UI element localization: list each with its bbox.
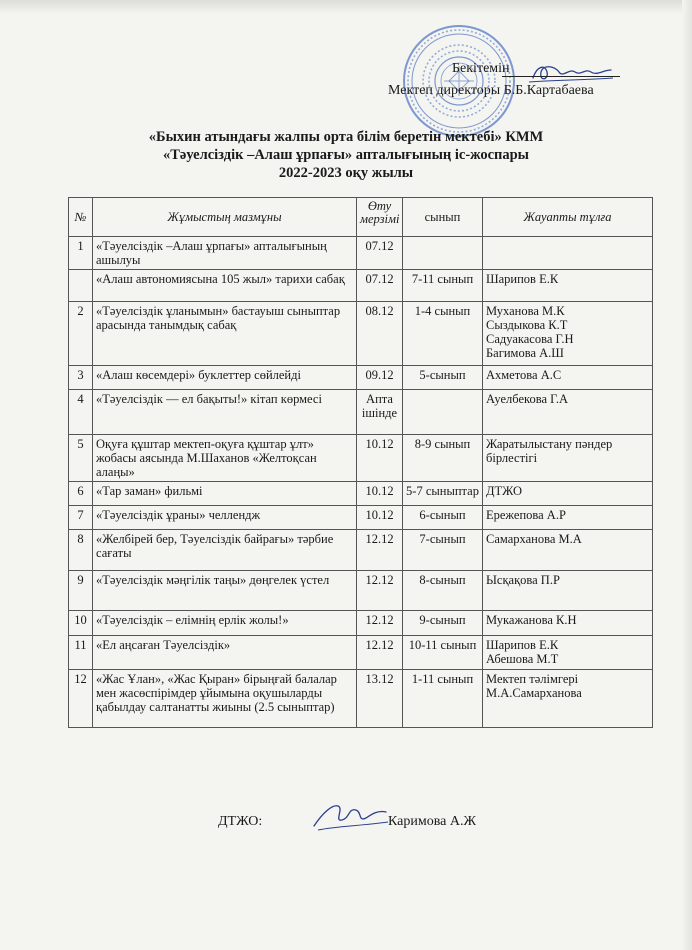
footer-label: ДТЖО: xyxy=(218,814,263,829)
row-responsible: Мукажанова К.Н xyxy=(483,611,653,636)
row-content: «Алаш автономиясына 105 жыл» тарихи сабақ xyxy=(93,270,357,302)
row-content: «Тәуелсіздік –Алаш ұрпағы» апталығының ашылуы xyxy=(93,237,357,270)
footer-name: Каримова А.Ж xyxy=(388,814,477,829)
row-date: 12.12 xyxy=(357,530,403,571)
row-content: «Жас Ұлан», «Жас Қыран» бірыңғай балалар мен жасөспірімдер ұйымына оқушыларды қабылдау салтанатты жиыны (2.5 сыныптар) xyxy=(93,670,357,728)
row-date: Апта ішінде xyxy=(357,390,403,435)
table-row xyxy=(69,435,653,482)
row-date: 12.12 xyxy=(357,571,403,611)
row-class: 7-сынып xyxy=(403,530,483,571)
row-responsible: Шарипов Е.К Абешова М.Т xyxy=(483,636,653,670)
row-class: 1-11 сынып xyxy=(403,670,483,728)
row-date: 10.12 xyxy=(357,435,403,482)
row-num: 7 xyxy=(69,506,93,530)
title-year: 2022-2023 оқу жылы xyxy=(278,165,414,181)
row-num: 4 xyxy=(69,390,93,435)
row-date: 08.12 xyxy=(357,302,403,366)
row-num: 1 xyxy=(69,237,93,270)
row-content: «Тәуелсіздік ұраны» челлендж xyxy=(93,506,357,530)
director-line: Мектеп директоры Б.Б.Картабаева xyxy=(388,83,594,98)
row-content: «Ел аңсаған Тәуелсіздік» xyxy=(93,636,357,670)
row-date: 12.12 xyxy=(357,611,403,636)
row-num xyxy=(69,270,93,302)
row-responsible: Ахметова А.С xyxy=(483,366,653,390)
plan-table xyxy=(68,197,653,728)
row-date: 07.12 xyxy=(357,270,403,302)
row-date: 09.12 xyxy=(357,366,403,390)
row-num: 11 xyxy=(69,636,93,670)
row-class: 7-11 сынып xyxy=(403,270,483,302)
row-class: 1-4 сынып xyxy=(403,302,483,366)
row-class: 9-сынып xyxy=(403,611,483,636)
row-class: 6-сынып xyxy=(403,506,483,530)
table-row xyxy=(69,670,653,728)
row-responsible: Ережепова А.Р xyxy=(483,506,653,530)
table-row xyxy=(69,506,653,530)
table-row xyxy=(69,571,653,611)
row-num: 10 xyxy=(69,611,93,636)
table-row xyxy=(69,237,653,270)
row-num: 6 xyxy=(69,482,93,506)
row-class: 5-7 сыныптар xyxy=(403,482,483,506)
row-content: «Тәуелсіздік ұланымын» бастауыш сыныптар арасында танымдық сабақ xyxy=(93,302,357,366)
row-num: 8 xyxy=(69,530,93,571)
row-date: 13.12 xyxy=(357,670,403,728)
table-row xyxy=(69,482,653,506)
header-content: Жұмыстың мазмұны xyxy=(93,198,357,237)
row-class: 10-11 сынып xyxy=(403,636,483,670)
title-plan: «Тәуелсіздік –Алаш ұрпағы» апталығының іс-жоспары xyxy=(162,147,529,163)
table-row xyxy=(69,366,653,390)
row-responsible xyxy=(483,237,653,270)
row-content: Оқуға құштар мектеп-оқуға құштар ұлт» жобасы аясында М.Шаханов «Желтоқсан алаңы» xyxy=(93,435,357,482)
row-class xyxy=(403,390,483,435)
row-responsible: Жаратылыстану пәндер бірлестігі xyxy=(483,435,653,482)
table-row xyxy=(69,302,653,366)
row-content: «Тар заман» фильмі xyxy=(93,482,357,506)
table-row xyxy=(69,530,653,571)
row-class: 8-9 сынып xyxy=(403,435,483,482)
row-content: «Тәуелсіздік мәңгілік таңы» дөңгелек үстел xyxy=(93,571,357,611)
row-content: «Алаш көсемдері» буклеттер сөйлейді xyxy=(93,366,357,390)
header-num: № xyxy=(69,198,93,237)
row-content: «Тәуелсіздік – елімнің ерлік жолы!» xyxy=(93,611,357,636)
row-responsible: Шарипов Е.К xyxy=(483,270,653,302)
row-class: 5-сынып xyxy=(403,366,483,390)
table-header-row xyxy=(69,198,653,237)
header-class: сынып xyxy=(403,198,483,237)
table-row xyxy=(69,270,653,302)
row-num: 2 xyxy=(69,302,93,366)
table-row xyxy=(69,390,653,435)
official-stamp-icon xyxy=(400,22,518,140)
table-row xyxy=(69,636,653,670)
row-num: 12 xyxy=(69,670,93,728)
row-content: «Тәуелсіздік — ел бақыты!» кітап көрмесі xyxy=(93,390,357,435)
row-date: 10.12 xyxy=(357,506,403,530)
row-content: «Желбірей бер, Тәуелсіздік байрағы» тәрбие сағаты xyxy=(93,530,357,571)
header-responsible: Жауапты тұлға xyxy=(483,198,653,237)
row-class: 8-сынып xyxy=(403,571,483,611)
title-school: «Быхин атындағы жалпы орта білім беретін мектебі» КММ xyxy=(148,129,544,145)
row-responsible: Ауелбекова Г.А xyxy=(483,390,653,435)
plan-table-body xyxy=(69,237,653,728)
row-responsible: Ысқақова П.Р xyxy=(483,571,653,611)
header-date: Өту мерзімі xyxy=(357,198,403,237)
row-date: 12.12 xyxy=(357,636,403,670)
row-responsible: Мектеп тәлімгері М.А.Самарханова xyxy=(483,670,653,728)
row-class xyxy=(403,237,483,270)
row-responsible: Муханова М.К Сыздыкова К.Т Садуакасова Г.Н Багимова А.Ш xyxy=(483,302,653,366)
row-num: 9 xyxy=(69,571,93,611)
row-num: 5 xyxy=(69,435,93,482)
approval-label: Бекітемін xyxy=(452,61,510,76)
document-title xyxy=(0,128,692,182)
row-responsible: Самарханова М.А xyxy=(483,530,653,571)
deputy-signature-icon xyxy=(308,796,390,836)
paper-fold-top xyxy=(0,0,692,14)
signature-line xyxy=(502,76,620,77)
row-date: 07.12 xyxy=(357,237,403,270)
table-row xyxy=(69,611,653,636)
row-responsible: ДТЖО xyxy=(483,482,653,506)
row-date: 10.12 xyxy=(357,482,403,506)
row-num: 3 xyxy=(69,366,93,390)
